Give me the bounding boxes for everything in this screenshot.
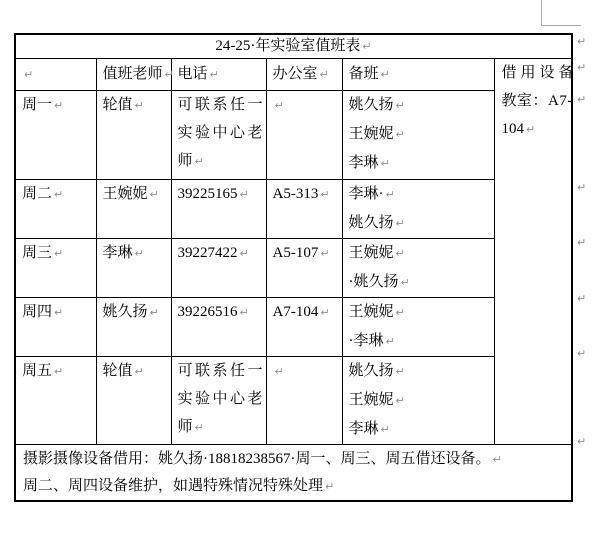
cell-wednesday-office[interactable] (266, 239, 342, 298)
row-end-mark-icon: ↵ (577, 35, 587, 48)
cell-wednesday-teacher[interactable] (96, 239, 171, 298)
paragraph-mark-icon: ↵ (319, 68, 329, 81)
teacher-name: 王婉妮 (102, 186, 148, 202)
paragraph-mark-icon: ↵ (395, 306, 405, 319)
column-header: 电话 (177, 66, 208, 82)
day-label: 周五 (22, 363, 53, 379)
paragraph-mark-icon: ↵ (149, 188, 159, 201)
row-end-mark-icon: ↵ (577, 181, 587, 194)
paragraph-mark-icon: ↵ (239, 188, 249, 201)
backup-name: 李琳· (348, 186, 384, 202)
cell-friday-day[interactable] (15, 357, 96, 445)
paragraph-mark-icon: ↵ (395, 394, 405, 407)
day-label: 周一 (22, 97, 53, 113)
paragraph-mark-icon: ↵ (325, 480, 335, 493)
paragraph-mark-icon: ↵ (54, 306, 64, 319)
paragraph-mark-icon: ↵ (164, 68, 174, 81)
header-cell-office[interactable] (266, 59, 342, 91)
cell-thursday-backup[interactable] (342, 298, 494, 357)
cell-monday-teacher[interactable] (96, 91, 171, 180)
column-header: 值班老师 (102, 66, 163, 82)
backup-name: 李琳 (348, 155, 379, 171)
phone-text-line: 实验中心老 (177, 125, 266, 141)
paragraph-mark-icon: ↵ (380, 157, 390, 170)
paragraph-mark-icon: ↵ (54, 188, 64, 201)
footer-note-line: 周二、周四设备维护，如遇特殊情况特殊处理 (23, 478, 324, 494)
paragraph-mark-icon: ↵ (362, 40, 372, 53)
teacher-name: 李琳 (102, 245, 133, 261)
office-number: A7-104 (272, 304, 319, 320)
teacher-name: 姚久扬 (102, 304, 148, 320)
cell-monday-office[interactable] (266, 91, 342, 180)
paragraph-mark-icon: ↵ (134, 365, 144, 378)
phone-text-line: 可联系任一 (177, 97, 266, 113)
header-cell-day[interactable] (15, 59, 96, 91)
paragraph-mark-icon: ↵ (385, 188, 395, 201)
paragraph-mark-icon: ↵ (400, 276, 410, 289)
row-end-mark-icon: ↵ (577, 292, 587, 305)
backup-name: 姚久扬 (348, 97, 394, 113)
paragraph-mark-icon: ↵ (24, 68, 34, 81)
paragraph-mark-icon: ↵ (274, 365, 284, 378)
cell-thursday-office[interactable] (266, 298, 342, 357)
paragraph-mark-icon: ↵ (194, 421, 204, 434)
paragraph-mark-icon: ↵ (526, 123, 536, 136)
paragraph-mark-icon: ↵ (54, 365, 64, 378)
paragraph-mark-icon: ↵ (134, 247, 144, 260)
paragraph-mark-icon: ↵ (320, 188, 330, 201)
backup-name: 姚久扬 (348, 363, 394, 379)
paragraph-mark-icon: ↵ (395, 128, 405, 141)
paragraph-mark-icon: ↵ (395, 217, 405, 230)
paragraph-mark-icon: ↵ (194, 155, 204, 168)
footer-note-line: 摄影摄像设备借用：姚久扬·18818238567·周一、周三、周五借还设备。 (23, 451, 491, 467)
phone-text-line: 实验中心老 (177, 391, 266, 407)
office-number: A5-107 (272, 245, 319, 261)
day-label: 周四 (22, 304, 53, 320)
equipment-text-line: 教室：A7- (501, 93, 573, 109)
paragraph-mark-icon: ↵ (149, 306, 159, 319)
equipment-text-line: 104 (501, 121, 524, 137)
phone-number: 39227422 (177, 245, 238, 261)
cell-thursday-day[interactable] (15, 298, 96, 357)
cell-wednesday-backup[interactable] (342, 239, 494, 298)
cell-tuesday-teacher[interactable] (96, 180, 171, 239)
paragraph-mark-icon: ↵ (380, 68, 390, 81)
backup-name: ·李琳 (348, 333, 384, 349)
row-end-mark-icon: ↵ (577, 347, 587, 360)
day-label: 周三 (22, 245, 53, 261)
teacher-name: 轮值 (102, 97, 133, 113)
phone-text-line: 师 (177, 153, 193, 169)
cell-tuesday-day[interactable] (15, 180, 96, 239)
paragraph-mark-icon: ↵ (209, 68, 219, 81)
cell-tuesday-phone[interactable] (171, 180, 266, 239)
page-boundary-corner-mark (541, 0, 581, 26)
cell-tuesday-office[interactable] (266, 180, 342, 239)
phone-number: 39226516 (177, 304, 238, 320)
phone-text-line: 师 (177, 419, 193, 435)
backup-name: 李琳 (348, 421, 379, 437)
table-title-cell[interactable] (15, 34, 572, 59)
column-header: 办公室 (272, 66, 318, 82)
day-label: 周二 (22, 186, 53, 202)
paragraph-mark-icon: ↵ (395, 247, 405, 260)
cell-friday-office[interactable] (266, 357, 342, 445)
cell-thursday-phone[interactable] (171, 298, 266, 357)
duty-schedule-table (14, 33, 578, 502)
table-title: 24-25·年实验室值班表 (215, 38, 361, 54)
row-end-mark-icon: ↵ (577, 93, 587, 106)
paragraph-mark-icon: ↵ (395, 99, 405, 112)
paragraph-mark-icon: ↵ (385, 335, 395, 348)
cell-thursday-teacher[interactable] (96, 298, 171, 357)
paragraph-mark-icon: ↵ (239, 306, 249, 319)
backup-name: ·姚久扬 (348, 274, 399, 290)
equipment-borrow-cell[interactable] (494, 59, 578, 445)
phone-text-line: 可联系任一 (177, 363, 266, 379)
backup-name: 王婉妮 (348, 392, 394, 408)
cell-wednesday-day[interactable] (15, 239, 96, 298)
paragraph-mark-icon: ↵ (320, 306, 330, 319)
paragraph-mark-icon: ↵ (380, 423, 390, 436)
equipment-text-line: 借用设备 (501, 65, 578, 81)
paragraph-mark-icon: ↵ (320, 247, 330, 260)
teacher-name: 轮值 (102, 363, 133, 379)
cell-monday-backup[interactable] (342, 91, 494, 180)
backup-name: 王婉妮 (348, 126, 394, 142)
header-cell-phone[interactable] (171, 59, 266, 91)
phone-number: 39225165 (177, 186, 238, 202)
paragraph-mark-icon: ↵ (54, 247, 64, 260)
paragraph-mark-icon: ↵ (492, 453, 502, 466)
cell-monday-phone[interactable] (171, 91, 266, 180)
cell-tuesday-backup[interactable] (342, 180, 494, 239)
backup-name: 王婉妮 (348, 304, 394, 320)
column-header: 备班 (348, 66, 379, 82)
paragraph-mark-icon: ↵ (274, 99, 284, 112)
backup-name: 王婉妮 (348, 245, 394, 261)
cell-friday-phone[interactable] (171, 357, 266, 445)
row-end-mark-icon: ↵ (577, 61, 587, 74)
cell-friday-backup[interactable] (342, 357, 494, 445)
row-end-mark-icon: ↵ (577, 236, 587, 249)
paragraph-mark-icon: ↵ (239, 247, 249, 260)
paragraph-mark-icon: ↵ (54, 99, 64, 112)
row-end-mark-icon: ↵ (577, 435, 587, 448)
cell-wednesday-phone[interactable] (171, 239, 266, 298)
backup-name: 姚久扬 (348, 215, 394, 231)
office-number: A5-313 (272, 186, 319, 202)
cell-friday-teacher[interactable] (96, 357, 171, 445)
paragraph-mark-icon: ↵ (395, 365, 405, 378)
header-cell-teacher[interactable] (96, 59, 174, 91)
footer-note-cell[interactable] (15, 445, 572, 502)
header-cell-backup[interactable] (342, 59, 494, 91)
cell-monday-day[interactable] (15, 91, 96, 180)
paragraph-mark-icon: ↵ (134, 99, 144, 112)
